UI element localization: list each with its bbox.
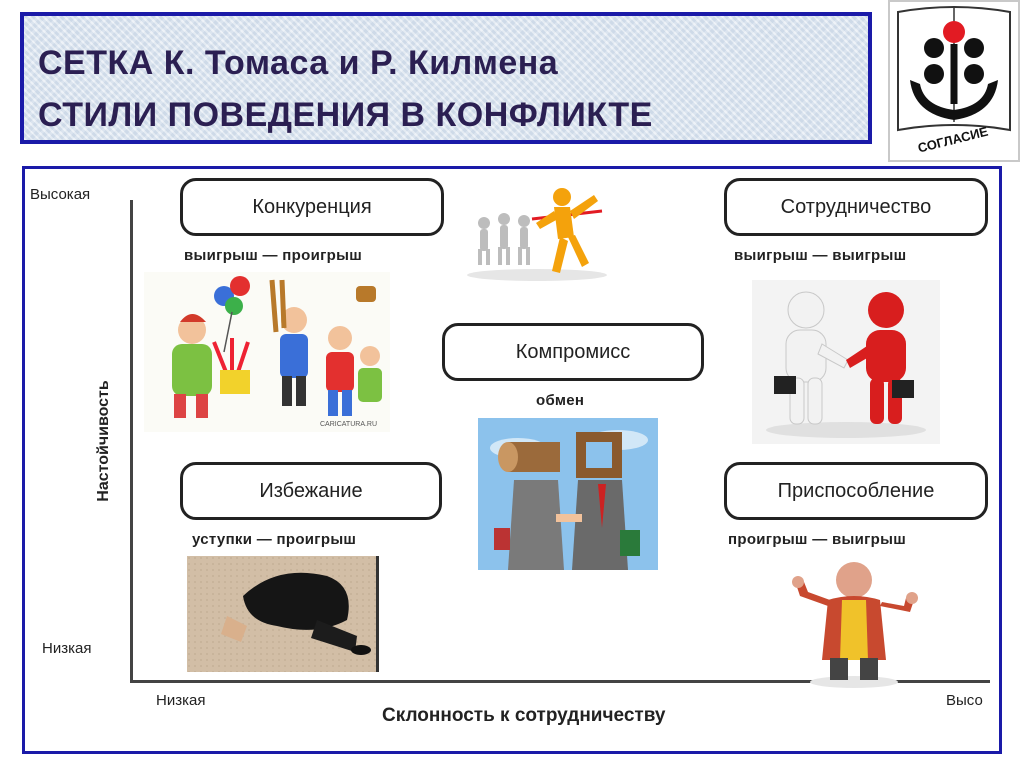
handshake-emblem-icon [890,2,1018,160]
page-title: СЕТКА К. Томаса и Р. Килмена [38,44,559,82]
style-accommodation-box: Приспособление [724,462,988,520]
head-in-sand-photo [187,556,379,672]
x-axis-low-label: Низкая [156,692,206,709]
x-axis-title: Склонность к сотрудничеству [382,705,666,726]
cooperation-outcome: выигрыш — выигрыш [734,247,907,264]
page-subtitle: СТИЛИ ПОВЕДЕНИЯ В КОНФЛИКТЕ [38,96,653,134]
x-axis-high-label: Высо [946,692,983,709]
crowd-cartoon-illustration [144,272,390,432]
style-compromise-box: Компромисс [442,323,704,381]
y-axis-line [130,200,133,682]
title-banner [20,12,872,144]
y-axis-high-label: Высокая [30,186,91,203]
style-cooperation-box: Сотрудничество [724,178,988,236]
y-axis-title: Настойчивость [95,380,112,502]
logo [888,0,1020,162]
crowd-caption: CARICATURA.RU [320,421,378,428]
competition-outcome: выигрыш — проигрыш [184,247,363,264]
log-and-frame-heads-illustration [478,418,658,570]
compromise-outcome: обмен [536,392,585,409]
logo-text: СОГЛАСИЕ [916,123,990,156]
style-avoidance-box: Избежание [180,462,442,520]
handshake-figures-illustration [752,280,940,444]
style-competition-box: Конкуренция [180,178,444,236]
shrugging-man-illustration [786,556,924,690]
race-winner-illustration [462,183,612,283]
accommodation-outcome: проигрыш — выигрыш [728,531,907,548]
y-axis-low-label: Низкая [42,640,92,657]
avoidance-outcome: уступки — проигрыш [192,531,357,548]
